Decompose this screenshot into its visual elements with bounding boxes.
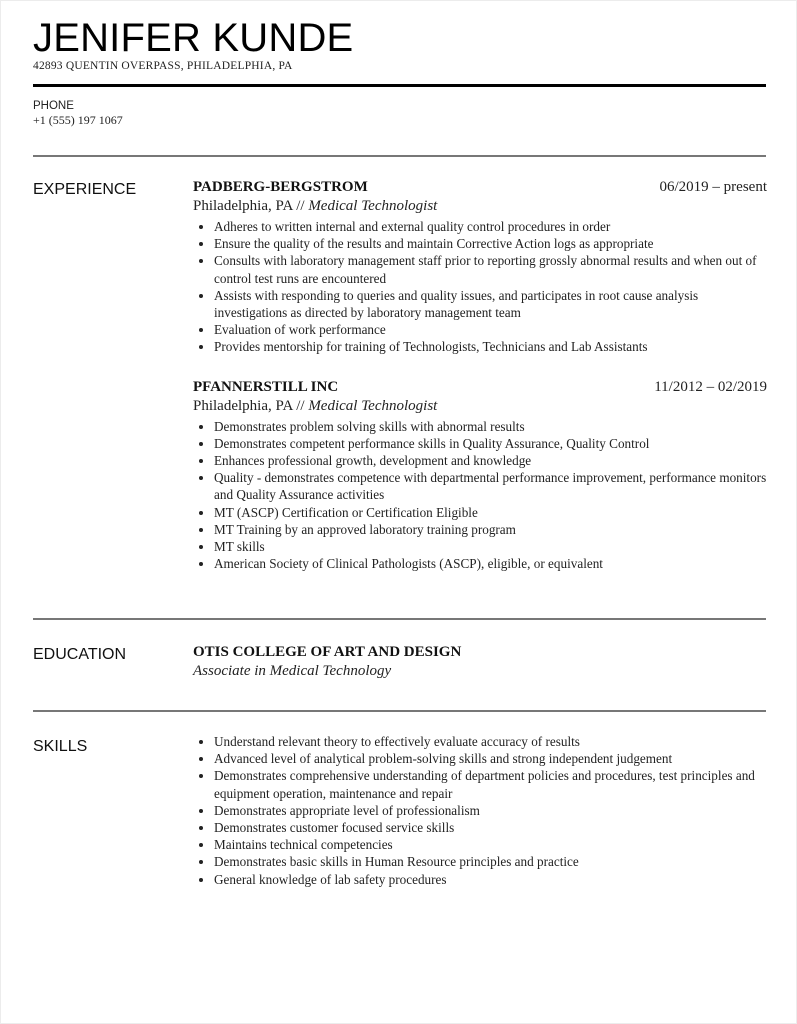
job-bullet: • American Society of Clinical Pathologists (ASCP), eligible, or equivalent	[214, 555, 767, 572]
skill-item: • Demonstrates comprehensive understanding of department policies and procedures, test principles and equipment operation, maintenance and repair	[214, 767, 767, 801]
job-dates: 11/2012 – 02/2019	[654, 378, 767, 395]
job-separator: //	[296, 198, 305, 214]
job-bullet: • Enhances professional growth, development and knowledge	[214, 452, 767, 469]
job-bullet: • Consults with laboratory management staff prior to reporting grossly abnormal results and when out of control test runs are encountered	[214, 252, 767, 286]
section-divider	[33, 710, 766, 712]
job-bullets	[193, 418, 767, 573]
skill-item: • Maintains technical competencies	[214, 836, 767, 853]
education-degree: Associate in Medical Technology	[193, 663, 392, 679]
job-bullet: • Ensure the quality of the results and maintain Corrective Action logs as appropriate	[214, 235, 767, 252]
job-entry	[193, 378, 767, 573]
job-bullet: • Quality - demonstrates competence with departmental performance improvement, performance monitors and Quality Assurance activities	[214, 469, 767, 503]
job-bullet: • MT Training by an approved laboratory training program	[214, 521, 767, 538]
job-title: Medical Technologist	[308, 397, 438, 414]
skill-item: • General knowledge of lab safety procedures	[214, 871, 767, 888]
job-location: Philadelphia, PA	[193, 198, 293, 214]
header-divider	[33, 84, 766, 87]
job-entry	[193, 178, 767, 356]
job-bullet: • Demonstrates competent performance skills in Quality Assurance, Quality Control	[214, 435, 767, 452]
skills-list	[193, 733, 767, 888]
skill-item: • Understand relevant theory to effectively evaluate accuracy of results	[214, 733, 767, 750]
section-label-skills: SKILLS	[33, 738, 88, 755]
job-bullet: • Assists with responding to queries and quality issues, and participates in root cause analysis investigations as directed by laboratory management team	[214, 287, 767, 321]
skills-content	[193, 733, 767, 888]
skill-item: • Demonstrates basic skills in Human Resource principles and practice	[214, 853, 767, 870]
job-bullet: • Demonstrates problem solving skills with abnormal results	[214, 418, 767, 435]
job-separator: //	[296, 397, 305, 414]
candidate-address: 42893 QUENTIN OVERPASS, PHILADELPHIA, PA	[33, 60, 293, 72]
skill-item: • Demonstrates appropriate level of professionalism	[214, 802, 767, 819]
education-content	[193, 643, 767, 681]
phone-value: +1 (555) 197 1067	[33, 113, 123, 127]
skill-item: • Demonstrates customer focused service skills	[214, 819, 767, 836]
section-divider	[33, 618, 766, 620]
job-bullet: • Adheres to written internal and external quality control procedures in order	[214, 218, 767, 235]
job-company: PADBERG-BERGSTROM	[193, 179, 368, 195]
job-location: Philadelphia, PA	[193, 397, 293, 414]
job-bullet: • Evaluation of work performance	[214, 321, 767, 338]
skill-item: • Advanced level of analytical problem-solving skills and strong independent judgement	[214, 750, 767, 767]
job-title: Medical Technologist	[308, 198, 438, 214]
job-bullet: • MT (ASCP) Certification or Certification Eligible	[214, 504, 767, 521]
section-label-education: EDUCATION	[33, 646, 127, 663]
phone-label: PHONE	[33, 100, 74, 112]
job-bullet: • Provides mentorship for training of Technologists, Technicians and Lab Assistants	[214, 338, 767, 355]
job-bullet: • MT skills	[214, 538, 767, 555]
section-label-experience: EXPERIENCE	[33, 181, 137, 198]
job-subtitle	[193, 397, 767, 416]
job-company: PFANNERSTILL INC	[193, 378, 339, 395]
experience-content	[193, 178, 767, 572]
section-divider	[33, 155, 766, 157]
job-subtitle	[193, 197, 767, 216]
candidate-name: JENIFER KUNDE	[33, 16, 354, 60]
education-school: OTIS COLLEGE OF ART AND DESIGN	[193, 644, 462, 660]
job-bullets	[193, 218, 767, 356]
job-dates: 06/2019 – present	[659, 179, 767, 195]
